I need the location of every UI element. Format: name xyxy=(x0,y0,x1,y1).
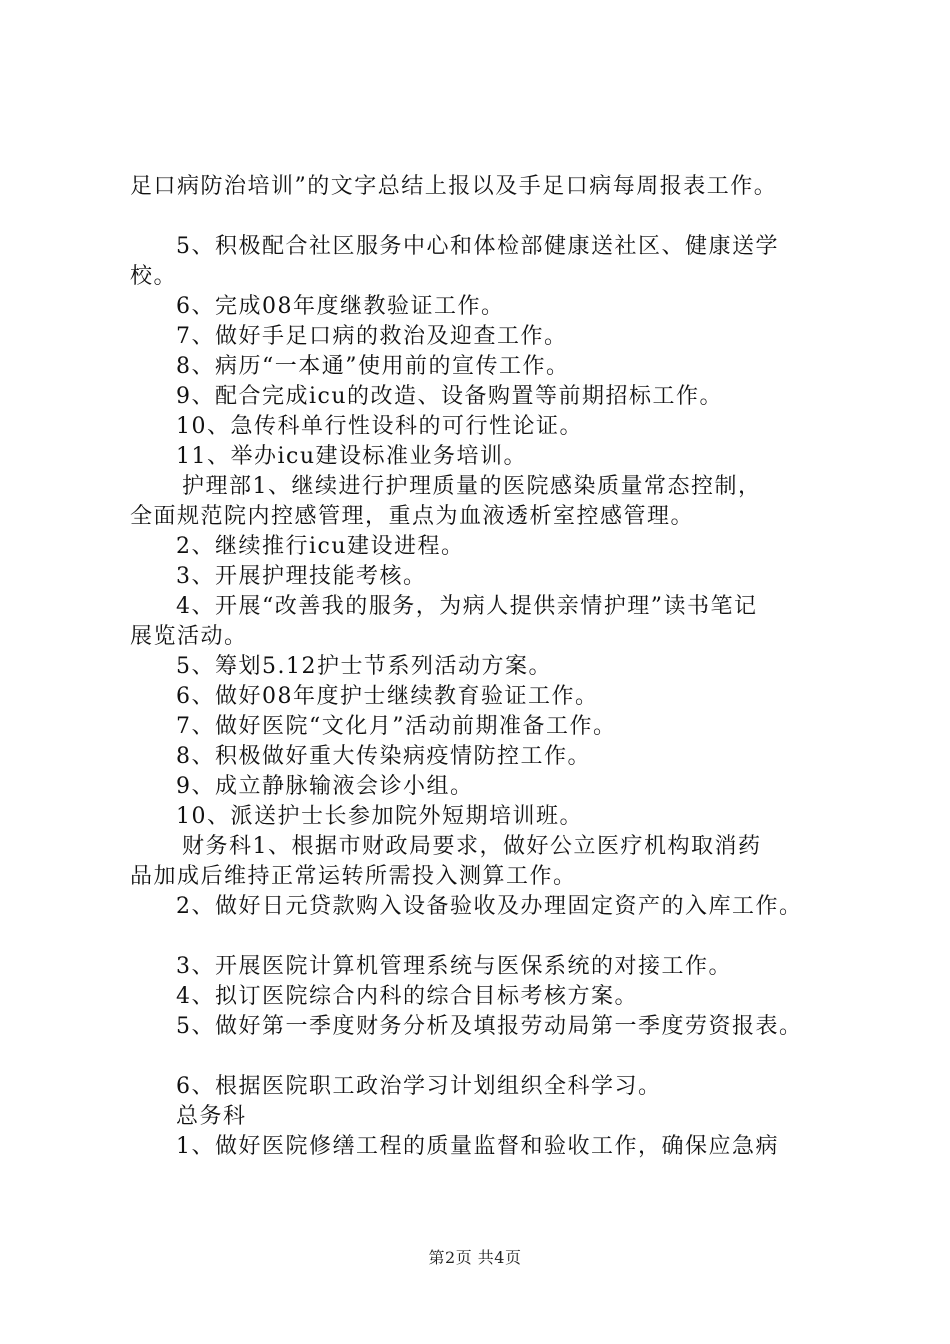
text-line: 3、开展医院计算机管理系统与医保系统的对接工作。 xyxy=(176,954,732,979)
blank-line xyxy=(130,922,850,952)
text-line: 品加成后维持正常运转所需投入测算工作。 xyxy=(130,864,577,889)
text-line: 5、积极配合社区服务中心和体检部健康送社区、健康送学 xyxy=(176,234,779,259)
text-line: 8、积极做好重大传染病疫情防控工作。 xyxy=(176,744,591,769)
page-number-footer: 第2页 共4页 xyxy=(428,1248,522,1267)
text-line: 9、配合完成icu的改造、设备购置等前期招标工作。 xyxy=(176,384,724,409)
text-line: 10、急传科单行性设科的可行性论证。 xyxy=(176,414,583,439)
document-body xyxy=(130,172,850,1162)
text-line: 6、根据医院职工政治学习计划组织全科学习。 xyxy=(176,1074,662,1099)
text-line: 8、病历“一本通”使用前的宣传工作。 xyxy=(176,354,570,379)
section-heading: 总务科 xyxy=(176,1104,247,1129)
text-line: 7、做好手足口病的救治及迎查工作。 xyxy=(176,324,568,349)
text-line: 财务科1、根据市财政局要求，做好公立医疗机构取消药 xyxy=(182,834,762,859)
text-line: 5、做好第一季度财务分析及填报劳动局第一季度劳资报表。 xyxy=(176,1014,803,1039)
blank-line xyxy=(130,202,850,232)
text-line: 足口病防治培训”的文字总结上报以及手足口病每周报表工作。 xyxy=(130,174,778,199)
text-line: 4、拟订医院综合内科的综合目标考核方案。 xyxy=(176,984,638,1009)
text-line: 5、筹划5.12护士节系列活动方案。 xyxy=(176,654,552,679)
text-line: 6、做好08年度护士继续教育验证工作。 xyxy=(176,684,599,709)
blank-line xyxy=(130,1042,850,1072)
text-line: 1、做好医院修缮工程的质量监督和验收工作，确保应急病 xyxy=(176,1134,779,1159)
text-line: 2、做好日元贷款购入设备验收及办理固定资产的入库工作。 xyxy=(176,894,803,919)
text-line: 4、开展“改善我的服务，为病人提供亲情护理”读书笔记 xyxy=(176,594,758,619)
text-line: 展览活动。 xyxy=(130,624,248,649)
text-line: 9、成立静脉输液会诊小组。 xyxy=(176,774,474,799)
text-line: 10、派送护士长参加院外短期培训班。 xyxy=(176,804,583,829)
text-line: 护理部1、继续进行护理质量的医院感染质量常态控制， xyxy=(182,474,762,499)
text-line: 6、完成08年度继教验证工作。 xyxy=(176,294,505,319)
text-line: 7、做好医院“文化月”活动前期准备工作。 xyxy=(176,714,617,739)
text-line: 3、开展护理技能考核。 xyxy=(176,564,427,589)
text-line: 全面规范院内控感管理，重点为血液透析室控感管理。 xyxy=(130,504,695,529)
text-line: 11、举办icu建设标准业务培训。 xyxy=(176,444,528,469)
text-line: 校。 xyxy=(130,264,178,289)
text-line: 2、继续推行icu建设进程。 xyxy=(176,534,465,559)
